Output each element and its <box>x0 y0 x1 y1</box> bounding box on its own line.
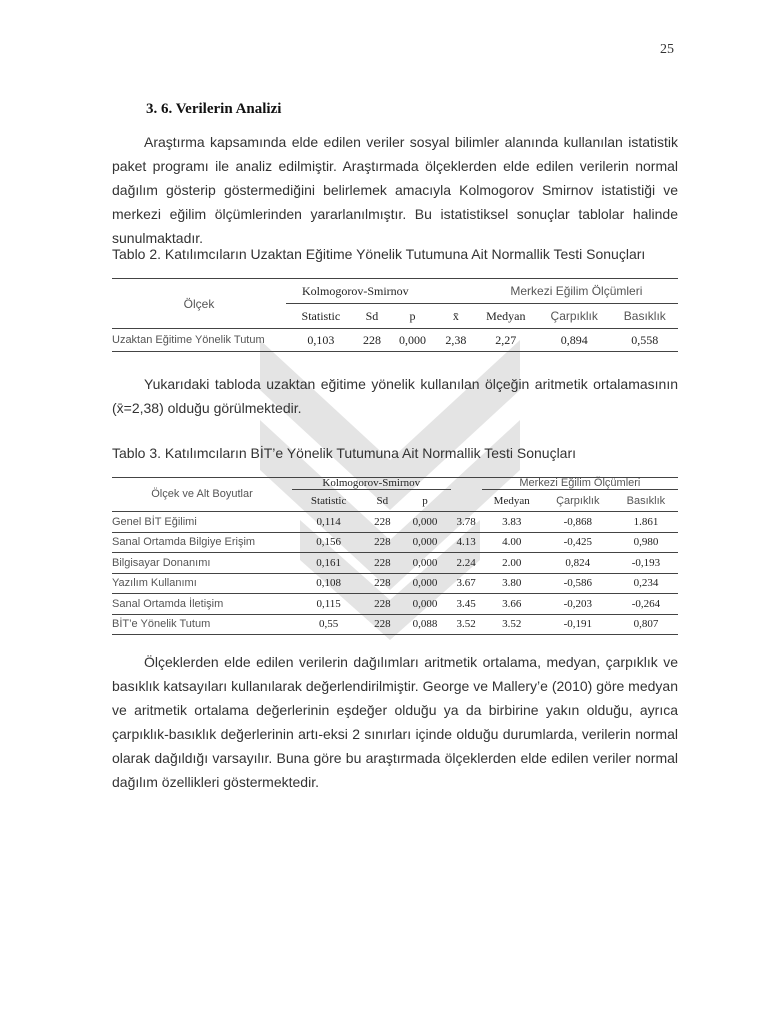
cell: 2,38 <box>445 332 467 347</box>
cell: 0,114 <box>316 515 341 528</box>
table1-col-header: Basıklık <box>623 309 666 323</box>
cell: -0,586 <box>563 577 592 590</box>
cell: 228 <box>374 618 391 631</box>
cell: 2.00 <box>502 556 522 569</box>
cell: 0,894 <box>560 332 588 347</box>
table2-col-header: p <box>422 494 428 507</box>
cell: 0,234 <box>633 577 659 590</box>
cell: 0,55 <box>319 618 339 631</box>
row-label: BİT’e Yönelik Tutum <box>112 618 211 631</box>
cell: 228 <box>374 597 391 610</box>
paragraph-mean-note: Yukarıdaki tabloda uzaktan eğitime yönelik kullanılan ölçeğin aritmetik ortalamasının (x̄=2,38) olduğu görülmektedir. <box>112 376 678 416</box>
cell: 0,000 <box>399 332 427 347</box>
table-row <box>112 553 678 574</box>
table2-col-header: Statistic <box>310 494 347 507</box>
cell: 4.00 <box>502 536 522 549</box>
cell: 2,27 <box>495 332 517 347</box>
cell: -0,203 <box>563 597 592 610</box>
cell: 3.83 <box>502 515 522 528</box>
cell: 0,000 <box>412 515 438 528</box>
cell: 3.52 <box>502 618 522 631</box>
table1-col-header: Çarpıklık <box>550 309 598 323</box>
cell: 0,108 <box>316 577 341 590</box>
cell: 0,000 <box>412 577 438 590</box>
cell: 0,156 <box>316 536 341 549</box>
table-row <box>112 573 678 594</box>
table1-ks-group: Kolmogorov-Smirnov <box>286 279 475 304</box>
row-label: Yazılım Kullanımı <box>112 577 197 590</box>
cell: -0,425 <box>563 536 592 549</box>
cell: 228 <box>374 556 391 569</box>
table1-normality <box>112 278 678 352</box>
table2-central-group: Merkezi Eğilim Ölçümleri <box>482 478 678 490</box>
cell: 4.13 <box>456 536 476 549</box>
table1-col-header: x̄ <box>452 308 459 323</box>
table-row <box>112 614 678 635</box>
cell: 0,000 <box>412 556 438 569</box>
table2-col-header: Çarpıklık <box>556 494 600 507</box>
table1-scale-header: Ölçek <box>112 279 286 329</box>
section-title: 3. 6. Verilerin Analizi <box>146 101 282 117</box>
cell: 0,103 <box>307 332 335 347</box>
table-row <box>112 512 678 533</box>
cell: 0,115 <box>316 597 341 610</box>
table2-col-header <box>451 490 482 512</box>
paragraph-conclusion: Ölçeklerden elde edilen verilerin dağılımları aritmetik ortalama, medyan, çarpıklık ve basıklık katsayıları kullanılarak değerlendirilmiştir. George ve Mallery’e (2010) göre medyan ve aritmetik ortalama değerlerinin eşdeğer olduğu ya da birbirine yakın olduğu, ayrıca çarpıklık-basıklık değerlerinin artı-eksi 2 sınırları içinde olduğu durumlarda, verilerin normal olarak dağıldığı varsayılır. Buna göre bu araştırmada ölçeklerden elde edilen veriler normal dağılım özellikleri göstermektedir. <box>112 654 678 790</box>
cell: 0,824 <box>565 556 591 569</box>
table2-caption: Tablo 3. Katılımcıların BİT’e Yönelik Tutumuna Ait Normallik Testi Sonuçları <box>112 445 577 461</box>
table1-col-header: Statistic <box>301 308 341 323</box>
table-row <box>112 329 678 352</box>
table1-central-group: Merkezi Eğilim Ölçümleri <box>475 279 678 304</box>
cell: 0,000 <box>412 597 438 610</box>
cell: -0,264 <box>631 597 661 610</box>
cell: 228 <box>374 515 391 528</box>
cell: 0,980 <box>633 536 659 549</box>
cell: 3.67 <box>456 577 476 590</box>
cell: 228 <box>362 332 381 347</box>
cell: 0,161 <box>316 556 341 569</box>
page-number: 25 <box>660 42 674 57</box>
row-label: Sanal Ortamda İletişim <box>112 597 224 610</box>
table2-scale-header: Ölçek ve Alt Boyutlar <box>112 478 292 512</box>
table1-col-header: p <box>409 308 416 323</box>
cell: -0,191 <box>563 618 592 631</box>
cell: 0,807 <box>633 618 659 631</box>
cell: 3.78 <box>456 515 476 528</box>
table2-col-header: Sd <box>376 494 389 507</box>
table1-col-header: Medyan <box>486 308 526 323</box>
cell: 3.45 <box>456 597 476 610</box>
cell: 228 <box>374 577 391 590</box>
cell: 0,558 <box>631 332 659 347</box>
row-label: Uzaktan Eğitime Yönelik Tutum <box>112 334 265 346</box>
table2-col-header: Basıklık <box>626 494 666 507</box>
cell: 0,000 <box>412 536 438 549</box>
table1-col-header: Sd <box>365 308 379 323</box>
cell: 228 <box>374 536 391 549</box>
paragraph-intro: Araştırma kapsamında elde edilen veriler sosyal bilimler alanında kullanılan istatistik paket programı ile analiz edilmiştir. Araştırmada ölçeklerden elde edilen verilerin normal dağılım gösterip göstermediğini belirlemek amacıyla Kolmogorov Smirnov istatistiği ve merkezi eğilim ölçümlerinden yararlanılmıştır. Bu istatistiksel sonuçlar tablolar halinde sunulmaktadır. <box>112 134 678 246</box>
row-label: Bilgisayar Donanımı <box>112 556 211 569</box>
table-row <box>112 532 678 553</box>
cell: 2.24 <box>456 556 476 569</box>
row-label: Genel BİT Eğilimi <box>112 515 197 528</box>
cell: 3.52 <box>456 618 476 631</box>
table1-caption: Tablo 2. Katılımcıların Uzaktan Eğitime Yönelik Tutumuna Ait Normallik Testi Sonuçları <box>112 246 646 262</box>
cell: 1.861 <box>633 515 659 528</box>
row-label: Sanal Ortamda Bilgiye Erişim <box>112 536 256 549</box>
table2-col-header: Medyan <box>493 494 530 507</box>
cell: -0,193 <box>631 556 661 569</box>
table2-normality <box>112 477 678 635</box>
cell: 3.66 <box>502 597 522 610</box>
cell: 3.80 <box>502 577 522 590</box>
cell: 0,088 <box>412 618 438 631</box>
table-row <box>112 594 678 615</box>
table2-ks-group: Kolmogorov-Smirnov <box>292 478 451 490</box>
cell: -0,868 <box>563 515 592 528</box>
